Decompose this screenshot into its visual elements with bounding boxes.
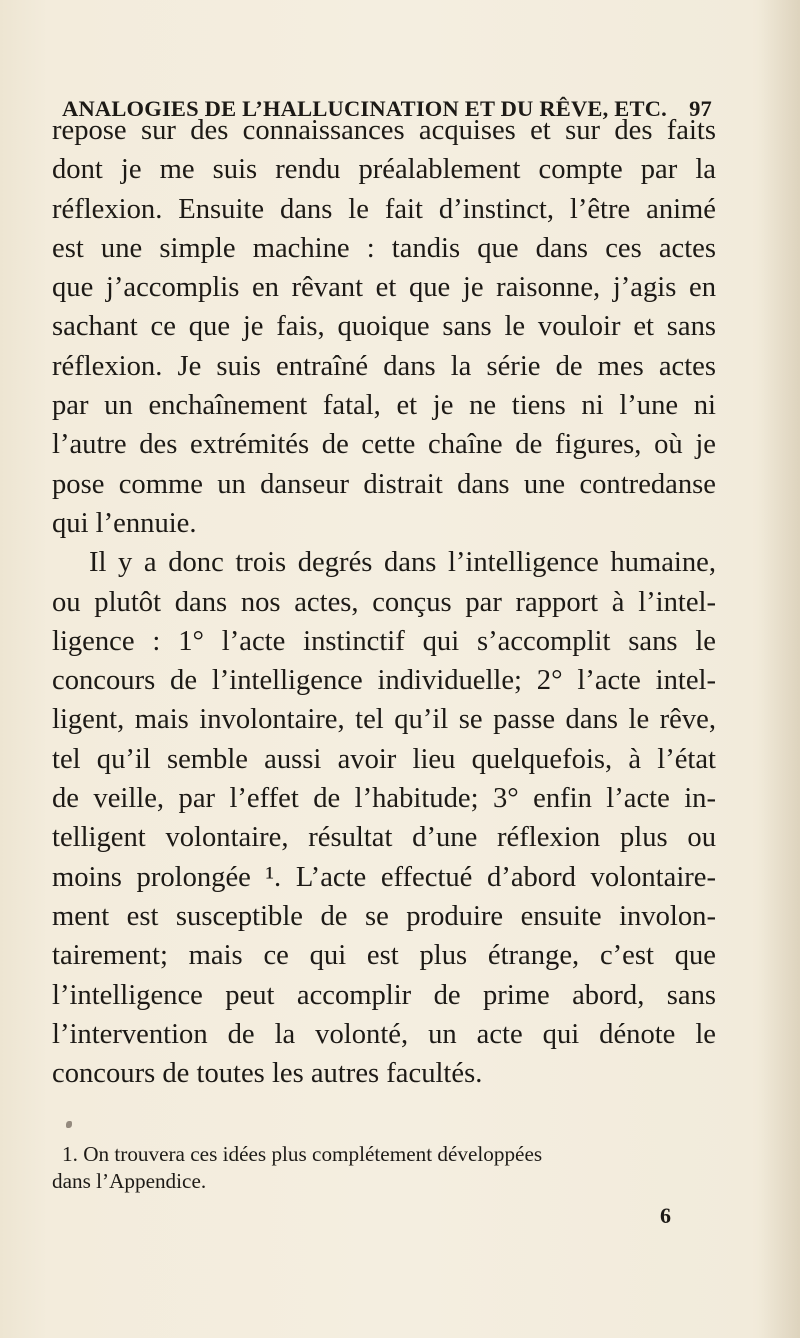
text-line: réflexion. Ensuite dans le fait d’instinct, l’être animé <box>52 193 716 225</box>
text-line: par un enchaînement fatal, et je ne tiens ni l’une ni <box>52 390 716 422</box>
text-line: repose sur des connaissances acquises et sur des faits <box>52 115 716 146</box>
body-text <box>52 111 716 1093</box>
text-line: l’autre des extrémités de cette chaîne de figures, où je <box>52 429 716 461</box>
text-line: moins prolongée ¹. L’acte effectué d’abord volontaire- <box>52 861 716 893</box>
text-line: telligent volontaire, résultat d’une réflexion plus ou <box>52 822 716 854</box>
text-line: est une simple machine : tandis que dans ces actes <box>52 232 716 264</box>
footnote-line: 1. On trouvera ces idées plus complétement développées <box>62 1142 543 1166</box>
text-line: pose comme un danseur distrait dans une contredanse <box>52 468 716 500</box>
signature-mark: 6 <box>660 1203 671 1228</box>
text-line: dont je me suis rendu préalablement compte par la <box>52 154 716 186</box>
text-line: concours de l’intelligence individuelle; 2° l’acte intel- <box>52 665 716 697</box>
text-line: ligent, mais involontaire, tel qu’il se passe dans le rêve, <box>52 704 716 736</box>
text-line: sachant ce que je fais, quoique sans le vouloir et sans <box>52 311 716 343</box>
text-line: l’intelligence peut accomplir de prime abord, sans <box>52 979 716 1011</box>
page-number: 97 <box>689 96 712 121</box>
text-line: l’intervention de la volonté, un acte qui dénote le <box>52 1018 716 1050</box>
text-line: tairement; mais ce qui est plus étrange, c’est que <box>52 940 716 972</box>
footnote-line: dans l’Appendice. <box>52 1169 207 1193</box>
text-line: tel qu’il semble aussi avoir lieu quelquefois, à l’état <box>52 743 716 775</box>
paragraph-start-line: Il y a donc trois degrés dans l’intelligence humaine, <box>89 547 716 579</box>
text-line: que j’accomplis en rêvant et que je raisonne, j’agis en <box>52 272 716 304</box>
text-line: réflexion. Je suis entraîné dans la série de mes actes <box>52 350 716 382</box>
text-line: ou plutôt dans nos actes, conçus par rapport à l’intel- <box>52 586 716 618</box>
footnote <box>52 1141 716 1195</box>
text-line: de veille, par l’effet de l’habitude; 3° enfin l’acte in- <box>52 783 716 815</box>
text-line: qui l’ennuie. <box>52 507 197 539</box>
ink-mark <box>66 1121 72 1128</box>
running-title: ANALOGIES DE L’HALLUCINATION ET DU RÊVE, ETC. <box>62 96 667 121</box>
text-line: concours de toutes les autres facultés. <box>52 1058 483 1090</box>
text-line: ligence : 1° l’acte instinctif qui s’accomplit sans le <box>52 625 716 657</box>
page-edge-shadow <box>760 0 800 1338</box>
text-line: ment est susceptible de se produire ensuite involon- <box>52 900 716 932</box>
